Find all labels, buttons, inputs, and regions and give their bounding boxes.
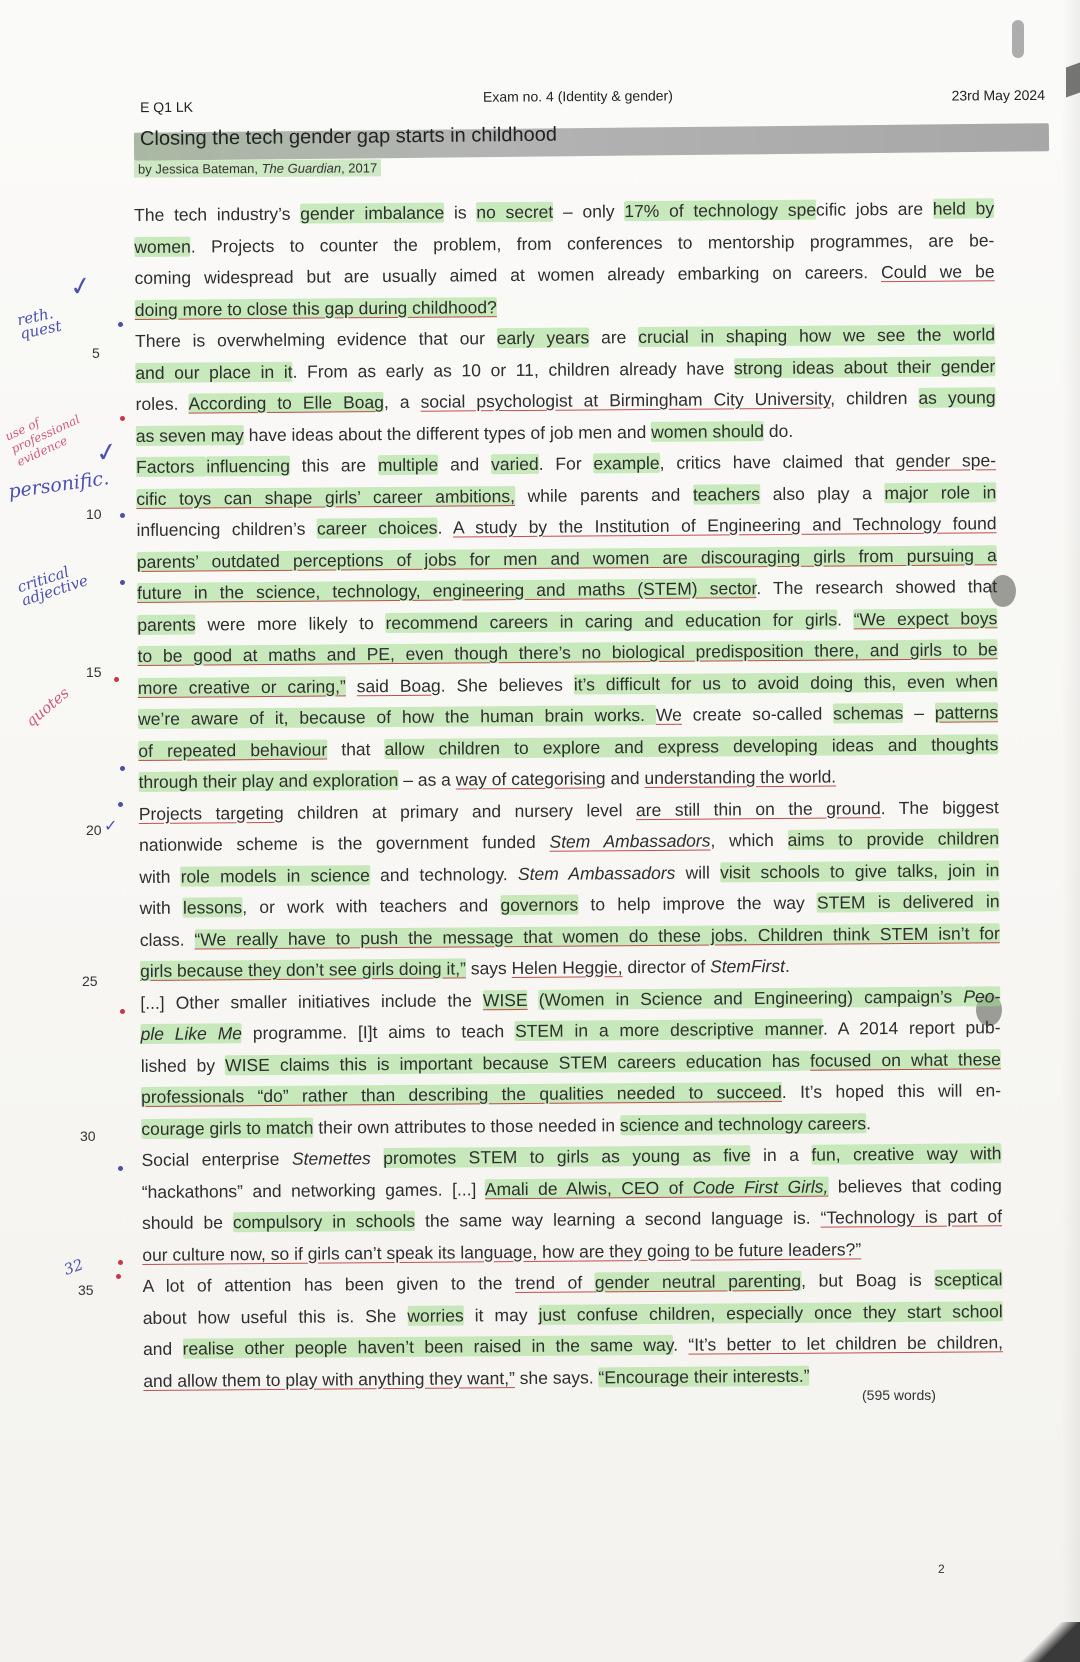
text-run: , which <box>710 829 788 851</box>
text-run: we’re aware of it, because of how the human brain works. <box>137 704 656 729</box>
text-run: According to Elle Boag <box>188 392 385 414</box>
text-run: and <box>605 768 645 789</box>
text-run: worries <box>407 1304 464 1326</box>
text-run: of repeated behaviour <box>138 739 328 761</box>
text-run: . <box>784 955 790 976</box>
article-body <box>134 193 1003 1397</box>
text-run: allow children to explore and express developing ideas and thoughts <box>384 733 999 759</box>
text-run: Peo- <box>963 985 1001 1007</box>
text-run: our culture now, so if girls can’t speak its language, how are they going to be future leaders?” <box>142 1238 862 1265</box>
text-run: early years <box>496 327 590 349</box>
text-run: as seven may <box>135 424 244 446</box>
line-number: 10 <box>86 506 102 522</box>
text-run: . For <box>538 453 594 474</box>
text-run: multiple <box>377 454 439 476</box>
text-run: , or work with teachers and <box>242 895 501 918</box>
annotation-margin-number: 32 <box>61 1255 86 1279</box>
text-run: . The research showed that <box>756 576 998 599</box>
check-mark-icon: ✓ <box>67 270 95 304</box>
text-run: trend of <box>515 1272 595 1294</box>
text-run: example <box>593 452 660 474</box>
text-run <box>371 1148 384 1168</box>
text-run: children at primary and nursery level <box>283 799 637 823</box>
text-run: “We expect boys <box>853 607 998 629</box>
text-run: the Institution of Engineering and Technology found <box>547 513 997 537</box>
text-run: . <box>865 1112 871 1133</box>
article-byline <box>134 159 381 177</box>
text-run: governors <box>500 894 579 916</box>
line-number: 25 <box>82 973 98 989</box>
text-run: roles. <box>135 393 189 414</box>
text-run: also play a <box>759 482 885 504</box>
text-run: gender neutral parenting <box>594 1270 802 1293</box>
text-run: gender spe- <box>895 450 997 472</box>
exam-title: Exam no. 4 (Identity & gender) <box>482 87 673 105</box>
text-run: Projects targeting <box>138 802 284 824</box>
text-run: WISE <box>482 989 528 1010</box>
check-mark-icon: ✓ <box>93 436 121 470</box>
text-run: no secret <box>476 201 554 223</box>
text-run: strong ideas about their gender <box>733 355 996 378</box>
text-run: career choices <box>316 517 438 539</box>
text-run: Stem Ambassadors <box>517 862 676 884</box>
text-run: Stemettes <box>291 1148 371 1169</box>
text-run: realise other people haven’t been raised in the same way <box>182 1334 674 1359</box>
text-run: “Encourage their interests.” <box>598 1365 810 1387</box>
margin-dot <box>118 1166 123 1171</box>
text-run: way of categorising <box>455 768 606 790</box>
text-run: . <box>836 608 854 629</box>
text-run: Amali de Alwis, CEO of <box>484 1177 693 1199</box>
text-run: . A 2014 report pub- <box>822 1017 1001 1039</box>
text-run: , a <box>383 391 421 413</box>
text-run: varied <box>490 453 539 475</box>
article-title: Closing the tech gender gap starts in childhood <box>139 123 558 150</box>
text-run: women should <box>651 420 765 442</box>
text-run: science and technology careers <box>619 1112 867 1135</box>
page-corner-shadow <box>1020 1622 1080 1662</box>
text-run: in a <box>750 1144 812 1166</box>
text-run: are still thin on the ground <box>635 797 881 820</box>
text-run: patterns <box>934 702 999 723</box>
text-run: , critics have claimed that <box>659 451 896 473</box>
text-run: the same way learning a second language is. <box>415 1207 821 1231</box>
text-run: to help improve the way <box>578 892 818 915</box>
text-run: should be <box>141 1212 233 1233</box>
exam-date: 23rd May 2024 <box>951 86 1046 104</box>
text-run: have ideas about the different types of job men <box>243 421 613 445</box>
text-run: fun, creative way with <box>811 1143 1002 1165</box>
text-run: gender imbalance <box>300 202 445 224</box>
text-run: . <box>673 1334 689 1355</box>
line-number: 5 <box>92 345 100 361</box>
text-run: nationwide scheme is the government funded <box>138 831 550 855</box>
text-run: STEM is delivered in <box>816 891 1000 913</box>
margin-dot <box>120 416 125 421</box>
text-run: she says. <box>514 1366 599 1388</box>
text-run: cific jobs are <box>815 198 933 220</box>
text-run: StemFirst <box>710 955 786 977</box>
text-run: as young <box>918 387 996 408</box>
text-run: Social enterprise <box>141 1148 293 1170</box>
text-run: about how useful this is. She <box>142 1305 408 1328</box>
text-run: major role in <box>884 481 997 503</box>
margin-dot <box>120 1009 125 1014</box>
text-run: women <box>134 236 191 257</box>
text-run: lished by <box>140 1054 226 1076</box>
text-run: believes that coding <box>828 1174 1002 1197</box>
text-run: it may <box>463 1304 539 1325</box>
text-run: recommend careers in caring and education for girls <box>385 608 838 633</box>
byline-author: by Jessica Bateman, <box>137 160 262 177</box>
text-run: that <box>327 738 385 759</box>
text-run: “hackathons” and networking games. [...] <box>141 1178 485 1202</box>
text-run: do. <box>763 420 794 441</box>
text-run <box>528 989 539 1009</box>
text-run: and <box>438 454 492 475</box>
text-run: . Projects to counter the problem, from conferences to mentorship programmes, are be- <box>190 229 995 257</box>
byline-year: , 2017 <box>341 160 378 176</box>
text-run: aims to provide children <box>787 828 1000 850</box>
text-run: doing more to close this gap during childhood? <box>134 296 497 320</box>
text-run: [...] Other smaller initiatives include the <box>140 989 483 1013</box>
text-run: says <box>465 958 512 979</box>
annotation-critical-adjective: critical adjective <box>15 562 91 610</box>
annotation-rhetorical-question: reth. quest <box>15 304 64 343</box>
text-run: sceptical <box>934 1269 1003 1290</box>
text-run: and allow them to play with anything they want,” <box>143 1367 515 1391</box>
text-run: ple Like Me <box>140 1023 243 1044</box>
text-run: 17% of technology spe <box>624 199 817 222</box>
text-run: A lot of attention has been given to the <box>142 1273 516 1296</box>
text-run: role models in science <box>180 864 370 887</box>
text-run: – only <box>553 201 625 222</box>
text-run: coming widespread but are usually aimed at women already embarking on careers. <box>134 262 882 288</box>
text-run: . It’s hoped this will en- <box>781 1080 1002 1102</box>
page-edge-shadow <box>1062 0 1080 1662</box>
text-run: social psychologist at Birmingham City University <box>420 388 831 412</box>
text-run: through their play and exploration <box>138 769 399 792</box>
text-run: are <box>589 327 639 348</box>
text-run: director of <box>622 956 711 978</box>
text-run: Helen Heggie, <box>511 957 623 979</box>
text-run: influencing <box>206 455 291 477</box>
text-run: and our place in it <box>135 361 293 383</box>
text-run: There is overwhelming evidence that our <box>135 328 497 351</box>
text-run: – as a <box>398 769 456 790</box>
exam-header <box>140 85 1045 115</box>
text-run: understanding the world. <box>644 766 837 789</box>
text-run <box>346 676 357 696</box>
margin-dot <box>120 513 125 518</box>
text-run: parents’ outdated perceptions of jobs for men and women are discouraging girls from pursuing a <box>136 544 997 572</box>
margin-dot <box>114 677 119 682</box>
text-run: parents <box>137 614 196 635</box>
text-run: girls because they don’t see girls doing it,” <box>139 958 466 981</box>
annotation-personification: personific. <box>6 467 111 503</box>
line-number: 30 <box>80 1128 96 1144</box>
text-run: their own attributes to those needed in <box>313 1114 620 1138</box>
text-run: said Boag <box>356 675 441 696</box>
text-run: will <box>675 861 721 883</box>
text-run: programme. [I]t aims to teach <box>241 1021 516 1044</box>
page-number: 2 <box>938 1562 945 1576</box>
margin-dot <box>116 1274 121 1279</box>
text-run: The tech industry’s <box>134 203 301 225</box>
margin-dot <box>118 802 123 807</box>
margin-dot <box>120 766 125 771</box>
text-run: crucial in shaping how we see the world <box>638 324 996 348</box>
check-mark-icon: ✓ <box>104 816 118 835</box>
text-run: schemas <box>833 702 904 724</box>
text-run: lessons <box>182 897 243 918</box>
text-run: while parents and <box>514 484 693 506</box>
text-run: focused on what these <box>809 1048 1001 1071</box>
text-run: Stem Ambassadors <box>549 830 711 852</box>
text-run: WISE claims this is important because STEM careers education has <box>225 1050 811 1075</box>
byline-source: The Guardian <box>261 160 342 176</box>
text-run: courage girls to match <box>141 1117 314 1139</box>
text-run: with <box>139 897 183 918</box>
line-number: 15 <box>86 664 102 680</box>
text-run: this are <box>289 455 378 476</box>
text-run: , but Boag is <box>801 1269 935 1291</box>
text-run: A study by <box>452 516 548 538</box>
text-run: create so-called <box>681 703 834 725</box>
text-run: “Technology is part of <box>820 1206 1003 1228</box>
annotation-quotes: quotes <box>22 683 73 731</box>
text-run: promotes STEM to girls as young as five <box>383 1145 751 1169</box>
margin-dot <box>118 322 123 327</box>
text-run: is <box>444 202 477 223</box>
binder-clip-mark <box>1012 20 1024 58</box>
annotation-professional-evidence: use of professional evidence <box>2 412 83 469</box>
text-run: “We really have to push the message that women do these jobs. Children think STEM isn’t for <box>194 922 1000 950</box>
text-run: . <box>437 517 454 538</box>
text-run: compulsory in schools <box>232 1210 416 1233</box>
text-run: to be good at maths and PE, even though there’s no biological predisposition there, and girls to be <box>137 639 998 666</box>
text-run: . She believes <box>440 674 574 696</box>
text-run: influencing children’s <box>136 518 318 540</box>
text-run: . From as early as 10 or 11, children already have <box>292 357 735 382</box>
class-code: E Q1 LK <box>139 98 194 116</box>
line-number: 20 <box>86 822 102 838</box>
text-run: (Women in Science and Engineering) campaign’s <box>538 986 964 1010</box>
text-run: just confuse children, especially once they start school <box>538 1300 1003 1325</box>
text-run: future in the science, technology, engineering and maths (STEM) sector <box>137 578 757 603</box>
margin-dot <box>120 580 125 585</box>
text-run: Could we be <box>880 261 995 283</box>
text-run: STEM in a more descriptive manner <box>514 1018 824 1042</box>
margin-dot <box>118 1260 123 1265</box>
text-run: Code First Girls, <box>692 1176 829 1198</box>
text-run: , children <box>830 387 919 409</box>
text-run: and <box>612 421 652 442</box>
text-run: – <box>903 702 935 723</box>
text-run: class. <box>139 929 195 950</box>
line-number: 35 <box>78 1282 94 1298</box>
text-run: and technology. <box>369 863 519 885</box>
text-run: visit schools to give talks, join in <box>720 859 1000 882</box>
text-run: with <box>139 866 181 887</box>
text-run: held by <box>932 198 995 219</box>
text-run: “It’s better to let children be children, <box>688 1332 1004 1355</box>
text-run: professionals “do” rather than describing the qualities needed to succeed <box>140 1081 782 1107</box>
word-count: (595 words) <box>862 1387 936 1403</box>
text-run: Factors <box>136 456 207 477</box>
text-run: more creative or caring,” <box>137 675 346 698</box>
text-run: were more likely to <box>195 612 386 635</box>
text-run: teachers <box>692 483 761 505</box>
text-run: . The biggest <box>880 796 999 818</box>
text-run: cific toys can shape girls’ career ambitions, <box>136 485 516 509</box>
text-run: and <box>142 1338 183 1359</box>
text-run: it’s difficult for us to avoid doing this, even when <box>573 670 998 695</box>
text-run: We <box>655 704 682 725</box>
binder-clip-edge <box>1066 62 1080 97</box>
